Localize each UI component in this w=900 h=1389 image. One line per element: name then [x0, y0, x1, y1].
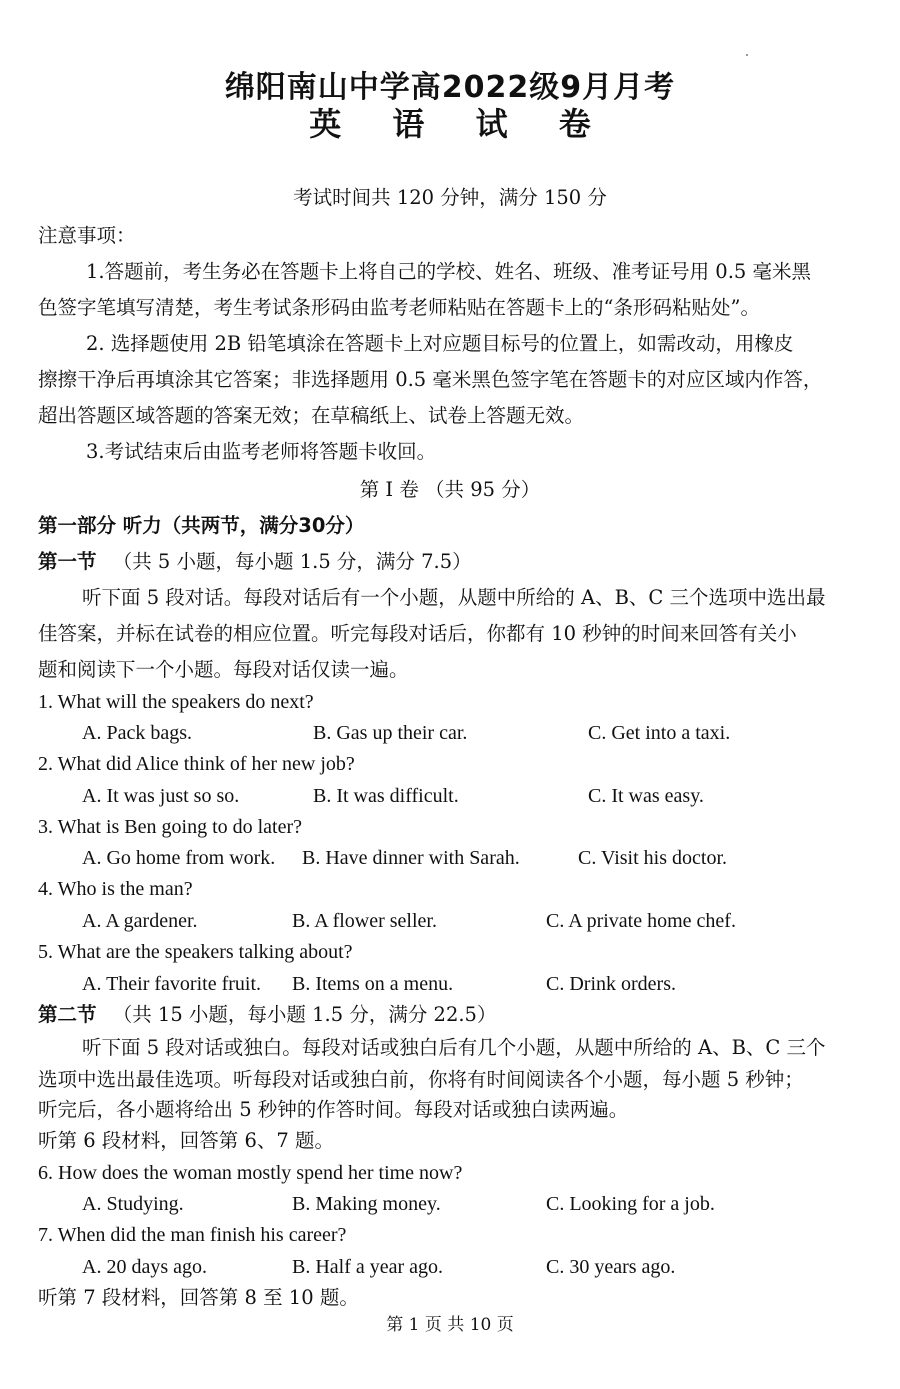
- q5-option-a: A. Their favorite fruit.: [82, 973, 262, 995]
- question-4: 4. Who is the man?: [38, 878, 193, 900]
- note-3: 3.考试结束后由监考老师将答题卡收回。: [86, 440, 437, 463]
- note-2-line-3: 超出答题区域答题的答案无效；在草稿纸上、试卷上答题无效。: [38, 404, 585, 427]
- q6-option-b: B. Making money.: [292, 1193, 441, 1215]
- section1-label: 第一节: [38, 550, 97, 573]
- section1-instruction-3: 题和阅读下一个小题。每段对话仅读一遍。: [38, 658, 409, 681]
- q4-option-a: A. A gardener.: [82, 910, 198, 932]
- section1-info: （共 5 小题，每小题 1.5 分，满分 7.5）: [112, 550, 472, 573]
- q6-option-a: A. Studying.: [82, 1193, 184, 1215]
- q6-option-c: C. Looking for a job.: [546, 1193, 715, 1215]
- q2-option-b: B. It was difficult.: [313, 785, 459, 807]
- question-7: 7. When did the man finish his career?: [38, 1224, 347, 1246]
- q1-option-b: B. Gas up their car.: [313, 722, 468, 744]
- q1-option-a: A. Pack bags.: [82, 722, 192, 744]
- q7-option-a: A. 20 days ago.: [82, 1256, 207, 1278]
- q4-option-c: C. A private home chef.: [546, 910, 736, 932]
- page-footer: 第 1 页 共 10 页: [386, 1315, 514, 1335]
- section1-instruction-1: 听下面 5 段对话。每段对话后有一个小题，从题中所给的 A、B、C 三个选项中选出最: [82, 586, 826, 609]
- question-5: 5. What are the speakers talking about?: [38, 941, 353, 963]
- q2-option-c: C. It was easy.: [588, 785, 704, 807]
- note-1-line-1: 1.答题前，考生务必在答题卡上将自己的学校、姓名、班级、准考证号用 0.5 毫米黑: [86, 260, 812, 283]
- section2-label: 第二节: [38, 1003, 97, 1026]
- q1-option-c: C. Get into a taxi.: [588, 722, 731, 744]
- q5-option-b: B. Items on a menu.: [292, 973, 454, 995]
- exam-subtitle: 英 语 试 卷: [309, 105, 591, 143]
- section2-instruction-2: 选项中选出最佳选项。听每段对话或独白前，你将有时间阅读各个小题，每小题 5 秒钟；: [38, 1068, 804, 1091]
- note-2-line-1: 2. 选择题使用 2B 铅笔填涂在答题卡上对应题目标号的位置上，如需改动，用橡皮: [86, 332, 794, 355]
- exam-info: 考试时间共 120 分钟，满分 150 分: [293, 186, 607, 209]
- q7-option-c: C. 30 years ago.: [546, 1256, 676, 1278]
- q4-option-b: B. A flower seller.: [292, 910, 437, 932]
- question-1: 1. What will the speakers do next?: [38, 691, 314, 713]
- question-2: 2. What did Alice think of her new job?: [38, 753, 355, 775]
- section1-heading: [38, 548, 870, 576]
- q5-option-c: C. Drink orders.: [546, 973, 676, 995]
- notes-heading: 注意事项：: [38, 224, 136, 247]
- section2-info: （共 15 小题，每小题 1.5 分，满分 22.5）: [112, 1003, 497, 1026]
- question-3: 3. What is Ben going to do later?: [38, 816, 303, 838]
- q7-option-b: B. Half a year ago.: [292, 1256, 444, 1278]
- note-1-line-2: 色签字笔填写清楚，考生考试条形码由监考老师粘贴在答题卡上的“条形码粘贴处”。: [38, 296, 760, 319]
- section1-instruction-2: 佳答案，并标在试卷的相应位置。听完每段对话后，你都有 10 秒钟的时间来回答有关小: [38, 622, 797, 645]
- question-6: 6. How does the woman mostly spend her time now?: [38, 1162, 463, 1184]
- part1-heading: 第一部分 听力（共两节，满分30分）: [38, 514, 365, 537]
- note-2-line-2: 擦擦干净后再填涂其它答案；非选择题用 0.5 毫米黑色签字笔在答题卡的对应区域内作答，: [38, 368, 823, 391]
- scan-speck: [746, 54, 748, 56]
- section2-instruction-1: 听下面 5 段对话或独白。每段对话或独白后有几个小题，从题中所给的 A、B、C 三个: [82, 1036, 826, 1059]
- material-7-label: 听第 7 段材料，回答第 8 至 10 题。: [38, 1286, 359, 1309]
- q2-option-a: A. It was just so so.: [82, 785, 240, 807]
- volume-heading: 第 I 卷 （共 95 分）: [359, 478, 541, 501]
- material-6-label: 听第 6 段材料，回答第 6、7 题。: [38, 1129, 335, 1152]
- section2-heading: [38, 1001, 870, 1029]
- q3-option-c: C. Visit his doctor.: [578, 847, 728, 869]
- q3-option-a: A. Go home from work.: [82, 847, 276, 869]
- q3-option-b: B. Have dinner with Sarah.: [302, 847, 520, 869]
- section2-instruction-3: 听完后，各小题将给出 5 秒钟的作答时间。每段对话或独白读两遍。: [38, 1098, 629, 1121]
- exam-title: 绵阳南山中学高2022级9月月考: [224, 70, 676, 105]
